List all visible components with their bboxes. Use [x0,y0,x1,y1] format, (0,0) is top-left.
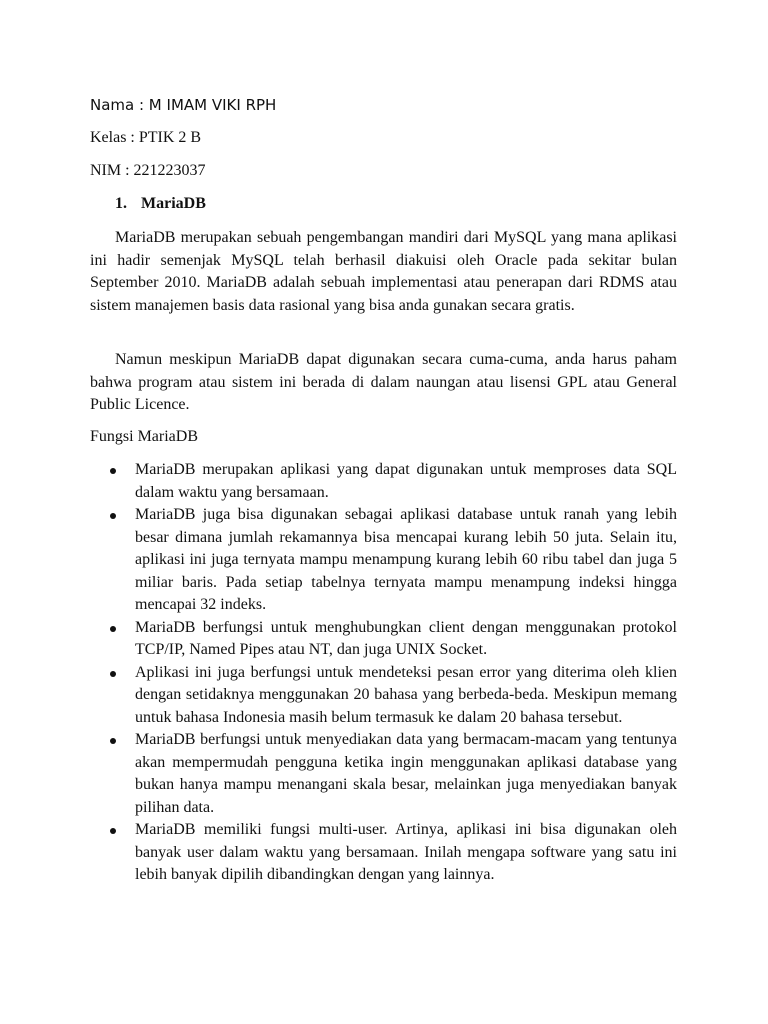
list-item: MariaDB memiliki fungsi multi-user. Artinya, aplikasi ini bisa digunakan oleh banyak user dalam waktu yang bersamaan. Inilah mengapa software yang satu ini lebih banyak dipilih dibandingkan dengan yang lainnya. [135,819,677,887]
student-nim: NIM : 221223037 [90,162,206,179]
fungsi-list [0,459,768,887]
paragraph-intro: MariaDB merupakan sebuah pengembangan mandiri dari MySQL yang mana aplikasi ini hadir semenjak MySQL telah berhasil diakuisi oleh Oracle pada sekitar bulan September 2010. MariaDB adalah sebuah implementasi atau penerapan dari RDMS atau sistem manajemen basis data rasional yang bisa anda gunakan secara gratis. [90,229,677,314]
bullet-icon [110,671,116,677]
student-name: Nama : M IMAM VIKI RPH [90,96,277,114]
section-title: MariaDB [141,195,206,212]
student-class: Kelas : PTIK 2 B [90,129,202,146]
section-heading [115,195,206,213]
paragraph-license: Namun meskipun MariaDB dapat digunakan secara cuma-cuma, anda harus paham bahwa program atau sistem ini berada di dalam naungan atau lisensi GPL atau General Public Licence. [90,351,677,413]
list-item: MariaDB juga bisa digunakan sebagai aplikasi database untuk ranah yang lebih besar dimana jumlah rekamannya bisa mencapai kurang lebih 50 juta. Selain itu, aplikasi ini juga ternyata mampu menampung kurang lebih 60 ribu tabel dan juga 5 miliar baris. Pada setiap tabelnya ternyata mampu menampung indeksi hingga mencapai 32 indeks. [135,504,677,617]
bullet-icon [110,468,116,474]
bullet-icon [110,513,116,519]
list-item: MariaDB berfungsi untuk menyediakan data yang bermacam-macam yang tentunya akan mempermudah pengguna ketika ingin menggunakan aplikasi database yang bukan hanya mampu menangani skala besar, melainkan juga menyediakan banyak pilihan data. [135,729,677,819]
fungsi-title: Fungsi MariaDB [90,428,198,445]
bullet-icon [110,626,116,632]
list-item: MariaDB berfungsi untuk menghubungkan client dengan menggunakan protokol TCP/IP, Named Pipes atau NT, dan juga UNIX Socket. [135,617,677,662]
list-item: MariaDB merupakan aplikasi yang dapat digunakan untuk memproses data SQL dalam waktu yang bersamaan. [135,459,677,504]
bullet-icon [110,738,116,744]
bullet-icon [110,828,116,834]
list-item: Aplikasi ini juga berfungsi untuk mendeteksi pesan error yang diterima oleh klien dengan setidaknya menggunakan 20 bahasa yang berbeda-beda. Meskipun memang untuk bahasa Indonesia masih belum termasuk ke dalam 20 bahasa tersebut. [135,662,677,730]
section-number: 1. [115,195,127,212]
